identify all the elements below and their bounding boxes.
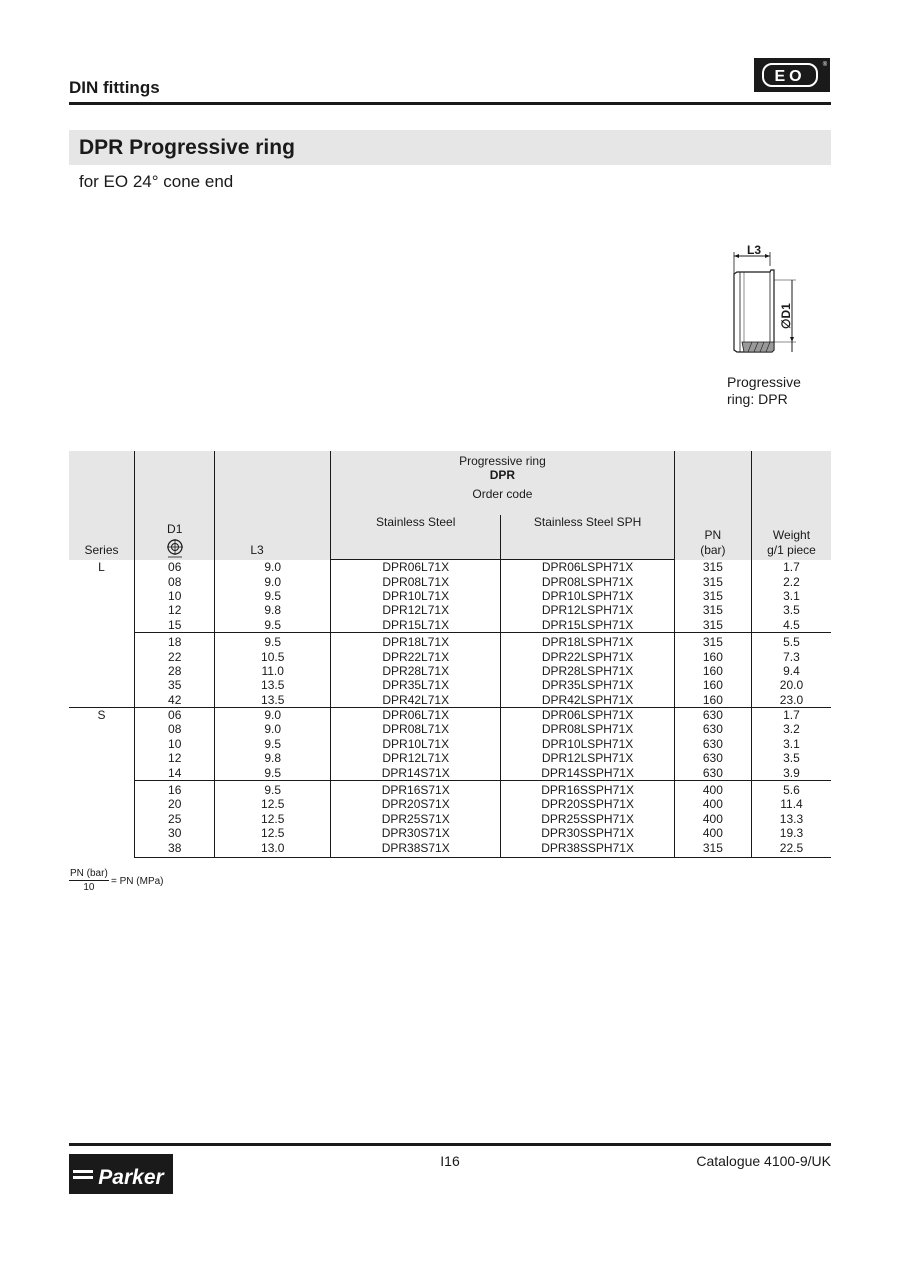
section-title: DIN fittings bbox=[69, 78, 160, 97]
stainless-steel-sph-code: DPR25SSPH71X bbox=[501, 812, 674, 826]
table-row bbox=[69, 632, 831, 649]
stainless-steel-sph-code: DPR30SSPH71X bbox=[501, 826, 674, 840]
l3-cell: 9.8 bbox=[215, 751, 331, 765]
pn-cell: 315 bbox=[674, 618, 751, 633]
table-row bbox=[69, 765, 831, 780]
d1-cell: 12 bbox=[135, 751, 215, 765]
d1-cell: 20 bbox=[135, 797, 215, 811]
header-weight-label: Weight bbox=[772, 527, 811, 542]
page-number: I16 bbox=[440, 1153, 460, 1169]
stainless-steel-sph-code: DPR10LSPH71X bbox=[501, 589, 674, 603]
table-row bbox=[69, 664, 831, 678]
weight-cell: 3.9 bbox=[751, 765, 831, 780]
stainless-steel-code: DPR06L71X bbox=[331, 707, 501, 722]
table-row bbox=[69, 707, 831, 722]
header-group-code: DPR bbox=[489, 468, 516, 482]
diagram-caption bbox=[727, 374, 801, 408]
table-row bbox=[69, 678, 831, 692]
stainless-steel-code: DPR12L71X bbox=[331, 751, 501, 765]
header-series: Series bbox=[69, 451, 135, 560]
fraction-equals: = PN (MPa) bbox=[111, 876, 164, 887]
catalogue-number: Catalogue 4100-9/UK bbox=[696, 1153, 831, 1169]
l3-cell: 9.0 bbox=[215, 707, 331, 722]
stainless-steel-sph-code: DPR22LSPH71X bbox=[501, 649, 674, 663]
weight-cell: 4.5 bbox=[751, 618, 831, 633]
pn-cell: 630 bbox=[674, 765, 751, 780]
header-group bbox=[331, 451, 675, 487]
weight-cell: 3.1 bbox=[751, 589, 831, 603]
l3-cell: 9.0 bbox=[215, 560, 331, 575]
stainless-steel-sph-code: DPR06LSPH71X bbox=[501, 560, 674, 575]
l3-cell: 12.5 bbox=[215, 797, 331, 811]
weight-cell: 2.2 bbox=[751, 574, 831, 588]
stainless-steel-code: DPR10L71X bbox=[331, 737, 501, 751]
weight-cell: 13.3 bbox=[751, 812, 831, 826]
stainless-steel-code: DPR42L71X bbox=[331, 693, 501, 708]
stainless-steel-sph-code: DPR16SSPH71X bbox=[501, 780, 674, 797]
stainless-steel-sph-code: DPR28LSPH71X bbox=[501, 664, 674, 678]
d1-cell: 10 bbox=[135, 589, 215, 603]
d1-cell: 10 bbox=[135, 737, 215, 751]
weight-cell: 11.4 bbox=[751, 797, 831, 811]
l3-cell: 9.5 bbox=[215, 737, 331, 751]
l3-cell: 11.0 bbox=[215, 664, 331, 678]
series-cell: S bbox=[69, 707, 135, 857]
progressive-ring-diagram bbox=[712, 244, 812, 369]
pn-cell: 315 bbox=[674, 560, 751, 575]
pn-cell: 315 bbox=[674, 603, 751, 617]
header-stainless-steel-sph: Stainless Steel SPH bbox=[501, 515, 674, 560]
stainless-steel-code: DPR14S71X bbox=[331, 765, 501, 780]
table-row bbox=[69, 589, 831, 603]
d1-symbol-icon bbox=[165, 538, 185, 558]
stainless-steel-sph-code: DPR08LSPH71X bbox=[501, 722, 674, 736]
weight-cell: 3.1 bbox=[751, 737, 831, 751]
header-pn bbox=[674, 451, 751, 560]
pn-cell: 315 bbox=[674, 574, 751, 588]
pn-cell: 630 bbox=[674, 737, 751, 751]
eo-logo-text: EO bbox=[774, 68, 806, 85]
header-weight bbox=[751, 451, 831, 560]
dim-l3-label: L3 bbox=[746, 244, 762, 257]
stainless-steel-sph-code: DPR12LSPH71X bbox=[501, 751, 674, 765]
pn-cell: 630 bbox=[674, 751, 751, 765]
table-row bbox=[69, 722, 831, 736]
l3-cell: 9.5 bbox=[215, 618, 331, 633]
d1-cell: 16 bbox=[135, 780, 215, 797]
pn-cell: 160 bbox=[674, 678, 751, 692]
caption-line-2: ring: DPR bbox=[727, 391, 788, 407]
stainless-steel-sph-code: DPR20SSPH71X bbox=[501, 797, 674, 811]
header-l3: L3 bbox=[215, 451, 331, 560]
d1-cell: 08 bbox=[135, 574, 215, 588]
d1-cell: 30 bbox=[135, 826, 215, 840]
d1-cell: 25 bbox=[135, 812, 215, 826]
l3-cell: 12.5 bbox=[215, 826, 331, 840]
l3-cell: 9.0 bbox=[215, 574, 331, 588]
table-row bbox=[69, 693, 831, 708]
pn-cell: 400 bbox=[674, 826, 751, 840]
weight-cell: 1.7 bbox=[751, 707, 831, 722]
d1-cell: 14 bbox=[135, 765, 215, 780]
weight-cell: 3.2 bbox=[751, 722, 831, 736]
d1-cell: 38 bbox=[135, 840, 215, 857]
stainless-steel-code: DPR12L71X bbox=[331, 603, 501, 617]
weight-cell: 23.0 bbox=[751, 693, 831, 708]
header-weight-unit: g/1 piece bbox=[767, 542, 816, 557]
header-order-code: Order code bbox=[331, 487, 675, 515]
header-pn-unit: (bar) bbox=[700, 542, 726, 557]
eo-logo bbox=[754, 58, 830, 92]
l3-cell: 9.0 bbox=[215, 722, 331, 736]
l3-cell: 13.5 bbox=[215, 693, 331, 708]
table-row bbox=[69, 840, 831, 857]
l3-cell: 9.5 bbox=[215, 780, 331, 797]
page-title: DPR Progressive ring bbox=[79, 136, 295, 159]
series-cell: L bbox=[98, 559, 105, 574]
pn-cell: 315 bbox=[674, 589, 751, 603]
stainless-steel-sph-code: DPR15LSPH71X bbox=[501, 618, 674, 633]
d1-cell: 08 bbox=[135, 722, 215, 736]
stainless-steel-code: DPR20S71X bbox=[331, 797, 501, 811]
table-row bbox=[69, 780, 831, 797]
d1-cell: 12 bbox=[135, 603, 215, 617]
stainless-steel-sph-code: DPR18LSPH71X bbox=[501, 632, 674, 649]
page-subtitle: for EO 24° cone end bbox=[79, 172, 234, 191]
header-d1-label: D1 bbox=[167, 521, 183, 536]
table-row bbox=[69, 812, 831, 826]
d1-cell: 28 bbox=[135, 664, 215, 678]
table-row bbox=[69, 618, 831, 633]
weight-cell: 5.6 bbox=[751, 780, 831, 797]
pn-cell: 315 bbox=[674, 632, 751, 649]
d1-cell: 18 bbox=[135, 632, 215, 649]
pn-cell: 160 bbox=[674, 664, 751, 678]
d1-cell: 35 bbox=[135, 678, 215, 692]
stainless-steel-code: DPR25S71X bbox=[331, 812, 501, 826]
stainless-steel-code: DPR10L71X bbox=[331, 589, 501, 603]
l3-cell: 13.0 bbox=[215, 840, 331, 857]
stainless-steel-sph-code: DPR14SSPH71X bbox=[501, 765, 674, 780]
header-stainless-steel: Stainless Steel bbox=[331, 515, 501, 560]
stainless-steel-code: DPR30S71X bbox=[331, 826, 501, 840]
weight-cell: 7.3 bbox=[751, 649, 831, 663]
stainless-steel-code: DPR16S71X bbox=[331, 780, 501, 797]
stainless-steel-sph-code: DPR12LSPH71X bbox=[501, 603, 674, 617]
table-row bbox=[69, 603, 831, 617]
fraction-denominator: 10 bbox=[83, 882, 95, 893]
pn-cell: 315 bbox=[674, 840, 751, 857]
d1-cell: 06 bbox=[135, 707, 215, 722]
weight-cell: 20.0 bbox=[751, 678, 831, 692]
d1-cell: 06 bbox=[135, 560, 215, 575]
table-row bbox=[69, 797, 831, 811]
table-row bbox=[69, 574, 831, 588]
stainless-steel-sph-code: DPR10LSPH71X bbox=[501, 737, 674, 751]
d1-cell: 15 bbox=[135, 618, 215, 633]
header-group-title: Progressive ring bbox=[459, 454, 546, 468]
spec-table-body bbox=[69, 560, 831, 858]
stainless-steel-code: DPR38S71X bbox=[331, 840, 501, 857]
pn-cell: 160 bbox=[674, 649, 751, 663]
l3-cell: 9.5 bbox=[215, 632, 331, 649]
stainless-steel-sph-code: DPR06LSPH71X bbox=[501, 707, 674, 722]
fraction-numerator: PN (bar) bbox=[70, 868, 108, 879]
table-row bbox=[69, 649, 831, 663]
d1-cell: 42 bbox=[135, 693, 215, 708]
pn-cell: 630 bbox=[674, 722, 751, 736]
table-row bbox=[69, 751, 831, 765]
stainless-steel-sph-code: DPR42LSPH71X bbox=[501, 693, 674, 708]
weight-cell: 5.5 bbox=[751, 632, 831, 649]
l3-cell: 9.5 bbox=[215, 765, 331, 780]
header-d1 bbox=[135, 451, 215, 560]
stainless-steel-code: DPR08L71X bbox=[331, 574, 501, 588]
caption-line-1: Progressive bbox=[727, 374, 801, 390]
registered-mark: ® bbox=[822, 62, 828, 68]
stainless-steel-code: DPR06L71X bbox=[331, 560, 501, 575]
weight-cell: 9.4 bbox=[751, 664, 831, 678]
pn-cell: 630 bbox=[674, 707, 751, 722]
bottom-rule bbox=[69, 1143, 831, 1146]
d1-cell: 22 bbox=[135, 649, 215, 663]
stainless-steel-code: DPR35L71X bbox=[331, 678, 501, 692]
parker-logo-text: Parker bbox=[98, 1166, 164, 1189]
l3-cell: 12.5 bbox=[215, 812, 331, 826]
stainless-steel-sph-code: DPR38SSPH71X bbox=[501, 840, 674, 857]
top-rule bbox=[69, 102, 831, 105]
l3-cell: 9.8 bbox=[215, 603, 331, 617]
table-row bbox=[69, 560, 831, 575]
stainless-steel-code: DPR18L71X bbox=[331, 632, 501, 649]
weight-cell: 3.5 bbox=[751, 603, 831, 617]
pn-cell: 160 bbox=[674, 693, 751, 708]
stainless-steel-code: DPR08L71X bbox=[331, 722, 501, 736]
weight-cell: 1.7 bbox=[751, 560, 831, 575]
l3-cell: 10.5 bbox=[215, 649, 331, 663]
stainless-steel-code: DPR28L71X bbox=[331, 664, 501, 678]
table-row bbox=[69, 737, 831, 751]
spec-table bbox=[69, 451, 831, 858]
pn-cell: 400 bbox=[674, 812, 751, 826]
pn-cell: 400 bbox=[674, 797, 751, 811]
pn-conversion-fraction bbox=[69, 868, 109, 893]
stainless-steel-sph-code: DPR35LSPH71X bbox=[501, 678, 674, 692]
stainless-steel-sph-code: DPR08LSPH71X bbox=[501, 574, 674, 588]
l3-cell: 9.5 bbox=[215, 589, 331, 603]
weight-cell: 3.5 bbox=[751, 751, 831, 765]
parker-logo bbox=[69, 1154, 173, 1194]
stainless-steel-code: DPR22L71X bbox=[331, 649, 501, 663]
header-pn-label: PN bbox=[704, 527, 722, 542]
weight-cell: 19.3 bbox=[751, 826, 831, 840]
pn-cell: 400 bbox=[674, 780, 751, 797]
stainless-steel-code: DPR15L71X bbox=[331, 618, 501, 633]
dim-d1-label: ∅D1 bbox=[779, 303, 793, 329]
weight-cell: 22.5 bbox=[751, 840, 831, 857]
table-row bbox=[69, 826, 831, 840]
l3-cell: 13.5 bbox=[215, 678, 331, 692]
